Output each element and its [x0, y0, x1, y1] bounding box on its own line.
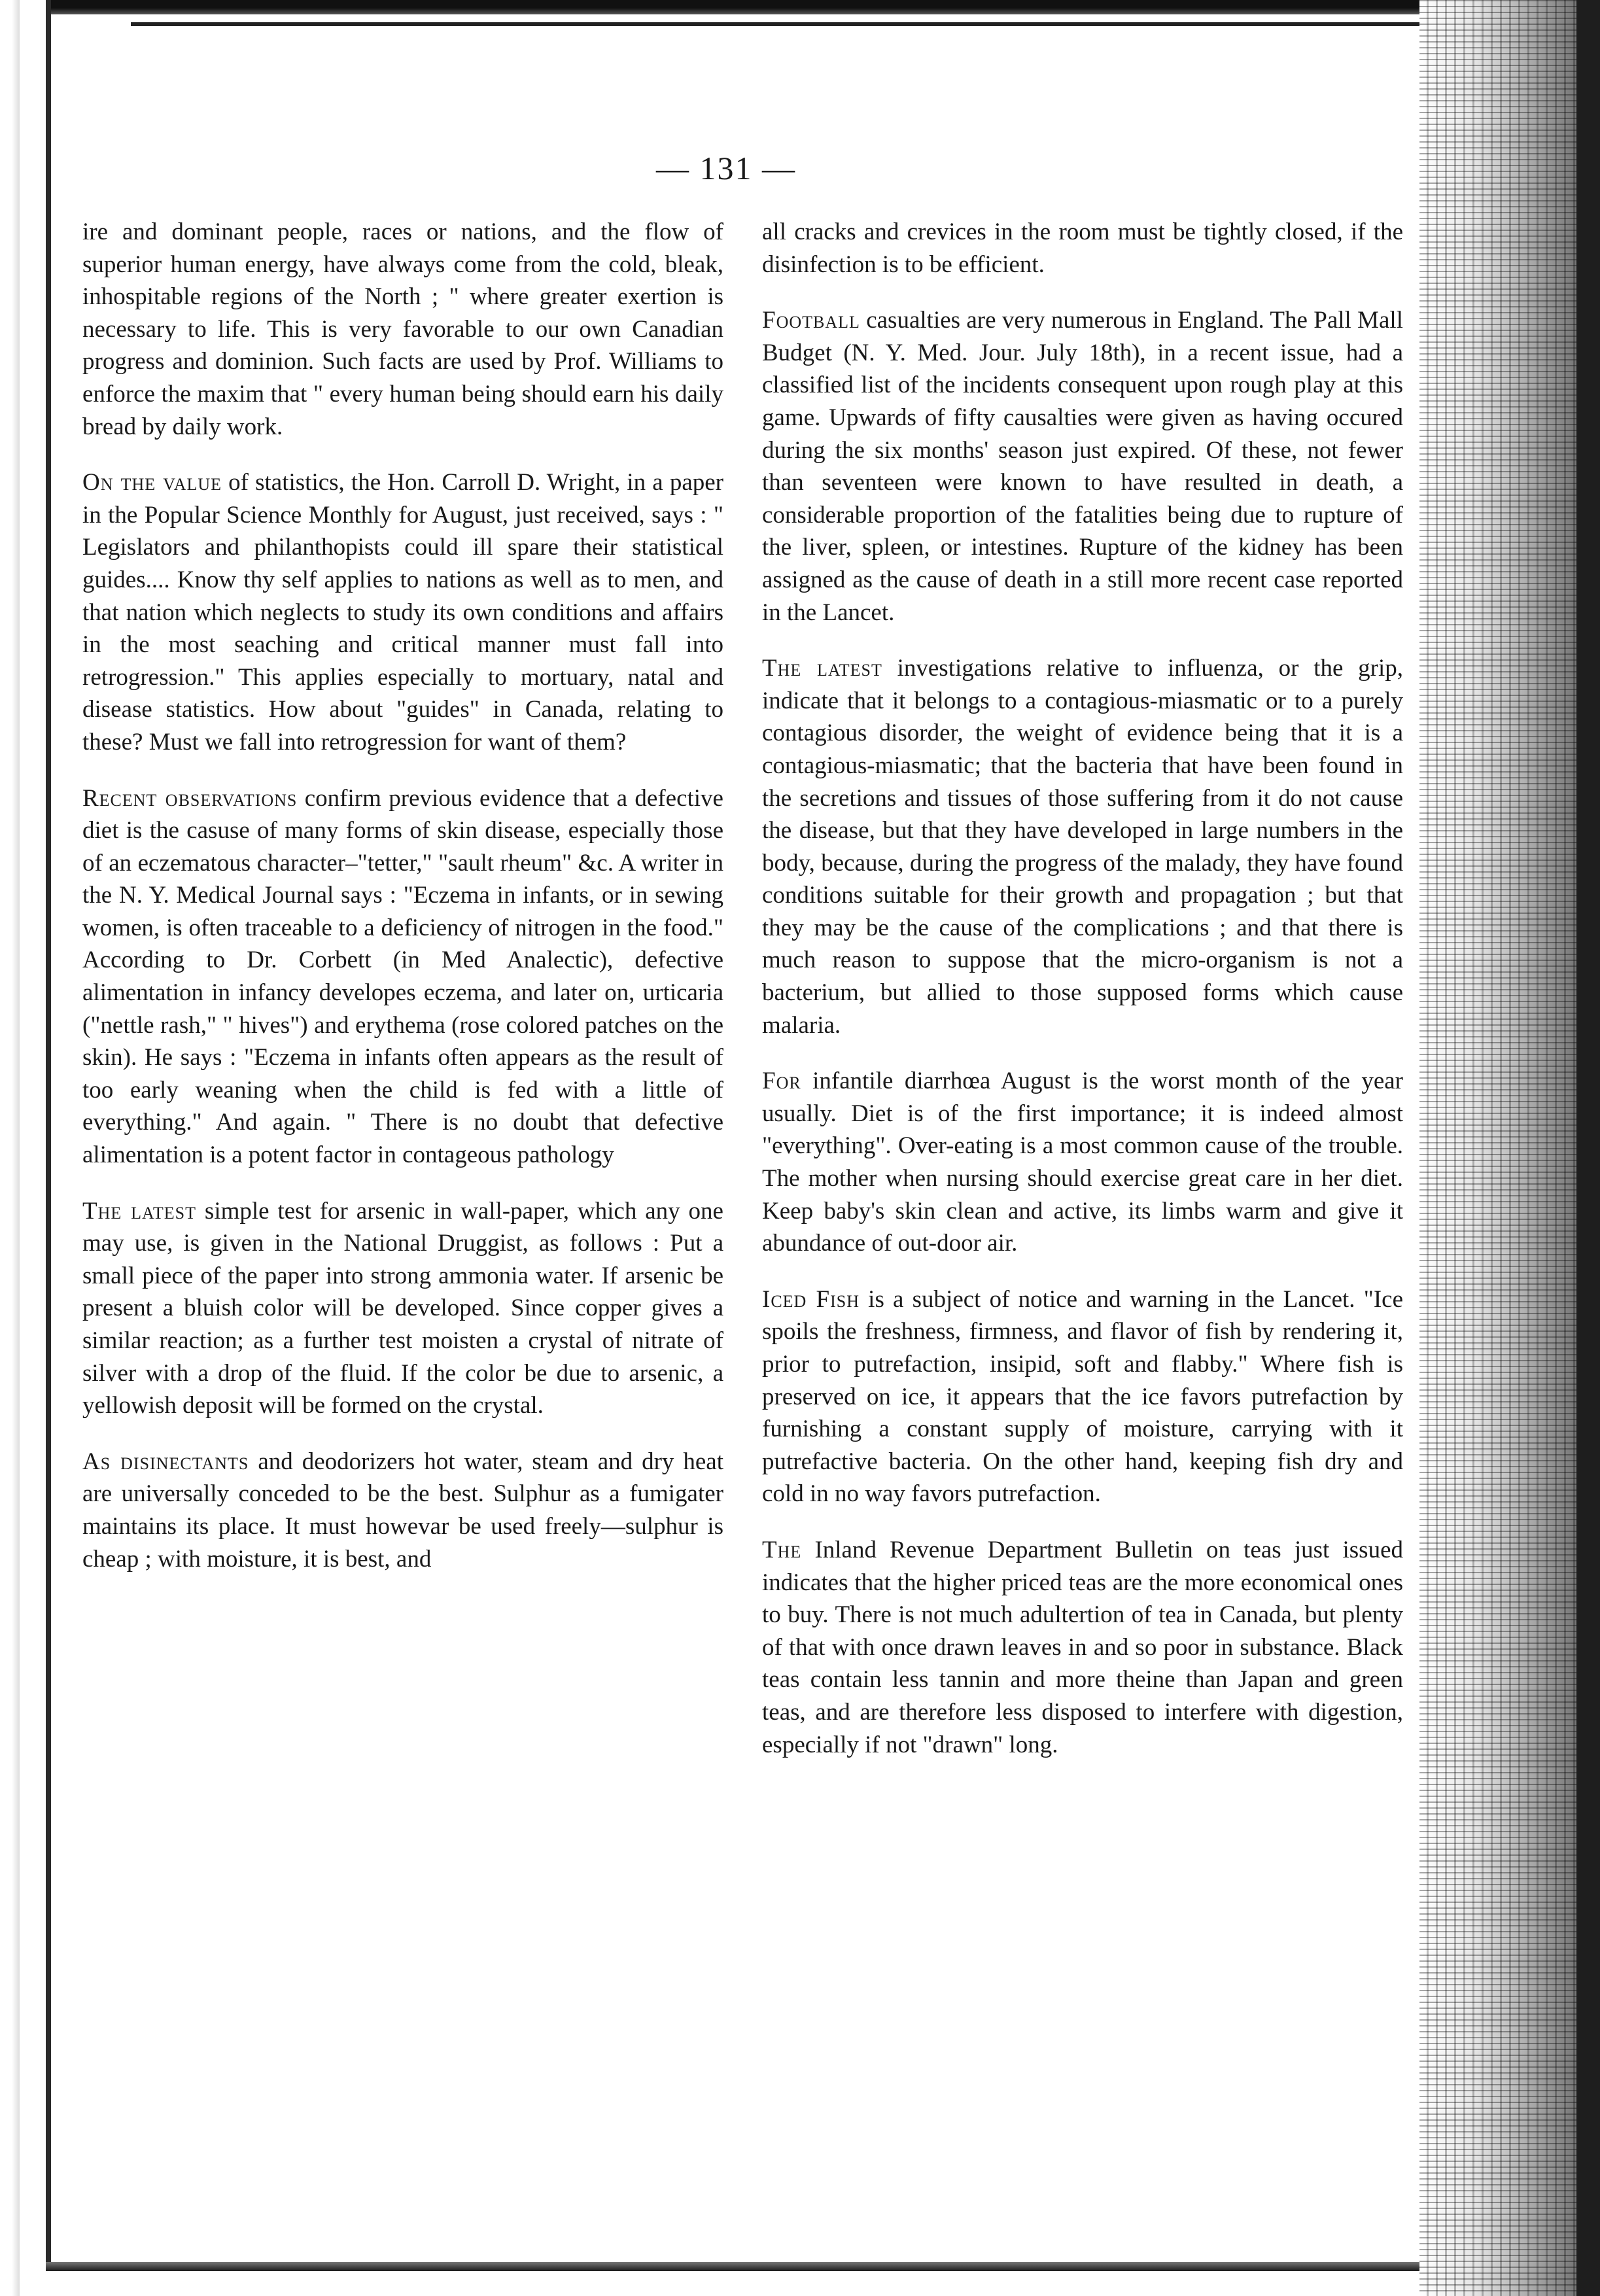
right-column — [762, 216, 1403, 1784]
scan-page-edge-right — [1419, 0, 1600, 2296]
paragraph-lead: The — [762, 1536, 802, 1563]
paragraph-text: ire and dominant people, races or nations, and the flow of superior human energy, have always come from the cold, bleak, inhospitable regions of the North ; " where greater exertion is necessary to life. This is very favorable to our own Canadian progress and dominion. Such facts are used by Prof. Williams to enforce the maxim that " every human being should earn his daily bread by daily work. — [82, 218, 723, 440]
paragraph — [762, 652, 1403, 1041]
paragraph-text: Inland Revenue Department Bulletin on teas just issued indicates that the higher priced teas are the more economical ones to buy. There is not much adultertion of tea in Canada, but plenty of that with once drawn leaves in and so poor in substance. Black teas contain less tannin and more theine than Japan and green teas, and are therefore less disposed to interfere with digestion, especially if not "drawn" long. — [762, 1536, 1403, 1758]
paragraph-text: and deodorizers hot water, steam and dry heat are universally conceded to be the best. Sulphur as a fumigater maintains its place. It must howevar be used freely—sulphur is cheap ; with moisture, it is best, and — [82, 1448, 723, 1573]
paragraph — [82, 1446, 723, 1575]
paragraph — [762, 216, 1403, 281]
scan-border-bottom — [46, 2262, 1570, 2271]
paragraph-lead: Iced Fish — [762, 1285, 860, 1313]
left-column — [82, 216, 723, 1599]
page-number: — 131 — — [656, 150, 796, 186]
paragraph-text: casualties are very numerous in England. The Pall Mall Budget (N. Y. Med. Jour. July 18th), in a recent issue, had a classified list of the incidents consequent upon rough play at this game. Upwards of fifty causalties were given as having occured during the six months' season just expired. Of these, not fewer than seventeen were known to have resulted in death, a considerable proportion of the fatalities being due to rupture of the liver, spleen, or intestines. Rupture of the kidney has been assigned as the cause of death in a still more recent case reported in the Lancet. — [762, 307, 1403, 626]
paragraph-text: all cracks and crevices in the room must be tightly closed, if the disinfection is to be efficient. — [762, 218, 1403, 278]
paragraph-lead: The latest — [82, 1197, 197, 1225]
paragraph — [762, 304, 1403, 629]
paragraph — [82, 1195, 723, 1422]
scan-border-left — [46, 0, 51, 2270]
paragraph — [82, 466, 723, 758]
paragraph-lead: Recent observations — [82, 784, 298, 812]
paragraph — [762, 1534, 1403, 1761]
paragraph-text: is a subject of notice and warning in the Lancet. "Ice spoils the freshness, firmness, and flavor of fish by rendering it, prior to putrefaction, insipid, soft and flabby." Where fish is preserved on ice, it appears that the ice favors putrefaction by furnishing a constant supply of moisture, carrying with it putrefactive bacteria. On the other hand, keeping fish dry and cold in no way favors putrefaction. — [762, 1285, 1403, 1508]
paragraph-text: confirm previous evidence that a defective diet is the casuse of many forms of skin disease, especially those of an eczematous character–"tetter," "sault rheum" &c. A writer in the N. Y. Medical Journal says : "Eczema in infants, or in sewing women, is often traceable to a deficiency of nitrogen in the food." According to Dr. Corbett (in Med Analectic), defective alimentation in infancy developes eczema, and later on, urticaria ("nettle rash," " hives") and erythema (rose colored patches on the skin). He says : "Eczema in infants often appears as the result of too early weaning when the child is fed with a little of everything." And again. " There is no doubt that defective alimentation is a potent factor in contageous pathology — [82, 784, 723, 1169]
scan-border-top — [46, 0, 1550, 14]
paragraph-text: investigations relative to influenza, or the grip, indicate that it belongs to a contagious-miasmatic or to a purely contagious disorder, the weight of evidence being that it is a contagious-miasmatic; that the bacteria that have been found in the secretions and tissues of those suffering from it do not cause the disease, but that they have developed in large numbers in the body, because, during the progress of the malady, they have found conditions suitable for their growth and propagation ; but that they may be the cause of the complications ; and that there is much reason to suppose that the micro-organism is not a bacterium, but allied to those supposed forms which cause malaria. — [762, 655, 1403, 1039]
scan-margin-left — [0, 0, 20, 2296]
paragraph-lead: On the value — [82, 469, 222, 496]
paragraph-lead: Football — [762, 307, 860, 334]
scan-border-right — [1576, 0, 1600, 2296]
paragraph — [762, 1065, 1403, 1260]
scan-rule-top — [131, 22, 1504, 26]
paragraph — [82, 216, 723, 443]
paragraph-lead: As disinectants — [82, 1448, 249, 1475]
paragraph-lead: The latest — [762, 655, 882, 682]
paragraph-text: simple test for arsenic in wall-paper, which any one may use, is given in the National Druggist, as follows : Put a small piece of the paper into strong ammonia water. If arsenic be present a bluish color will be developed. Since copper gives a similar reaction; as a further test moisten a crystal of nitrate of silver with a drop of the fluid. If the color be due to arsenic, a yellowish deposit will be formed on the crystal. — [82, 1197, 723, 1419]
paragraph — [762, 1283, 1403, 1510]
paragraph — [82, 782, 723, 1172]
paragraph-lead: For — [762, 1068, 801, 1095]
paragraph-text: of statistics, the Hon. Carroll D. Wright, in a paper in the Popular Science Monthly for August, just received, says : " Legislators and philanthopists could ill spare their statistical guides.... Know thy self applies to nations as well as to men, and that nation which neglects to study its own conditions and affairs in the most seaching and critical manner must fall into retrogression." This applies especially to mortuary, natal and disease statistics. How about "guides" in Canada, relating to these? Must we fall into retrogression for want of them? — [82, 469, 723, 756]
paragraph-text: infantile diarrhœa August is the worst month of the year usually. Diet is of the first importance; it is indeed almost "everything". Over-eating is a most common cause of the trouble. The mother when nursing should exercise great care in her diet. Keep baby's skin clean and active, its limbs warm and give it abundance of out-door air. — [762, 1068, 1403, 1257]
